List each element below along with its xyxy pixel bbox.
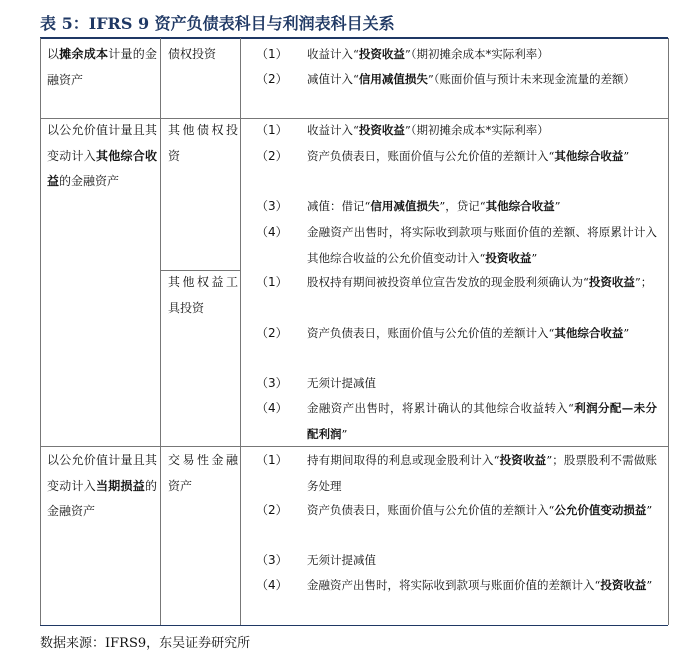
row1-item1-num: （1） <box>256 47 288 61</box>
row3-item1-desc: 股权持有期间被投资单位宣告发放的现金股利须确认为“投资收益”； <box>307 275 653 289</box>
row3-item3-num: （3） <box>256 376 288 390</box>
row3-item3-desc: 无须计提减值 <box>307 376 376 390</box>
table-border-left <box>40 38 41 625</box>
table-border-right <box>668 38 669 625</box>
table-bottom-rule <box>40 625 668 626</box>
row4-item4-num: （4） <box>256 578 288 592</box>
table-title: 表 5：IFRS 9 资产负债表科目与利润表科目关系 <box>40 14 395 33</box>
row2-item3-num: （3） <box>256 199 288 213</box>
row3-item1-num: （1） <box>256 275 288 289</box>
row4-account: 交易性金融资产 <box>168 453 238 493</box>
data-source-note: 数据来源：IFRS9，东吴证券研究所 <box>40 636 251 651</box>
row4-item3-num: （3） <box>256 553 288 567</box>
row3-account: 其他权益工具投资 <box>168 275 238 315</box>
row2-item2-desc: 资产负债表日，账面价值与公允价值的差额计入“其他综合收益” <box>307 149 630 163</box>
row4-item1-num: （1） <box>256 453 288 467</box>
row2-category: 以公允价值计量且其变动计入其他综合收益的金融资产 <box>47 123 157 188</box>
row2-item1-num: （1） <box>256 123 288 137</box>
row1-item1-desc: 收益计入“投资收益”（期初摊余成本*实际利率） <box>307 47 549 61</box>
row4-item1-desc: 持有期间取得的利息或现金股利计入“投资收益”；股票股利不需做账务处理 <box>307 453 657 493</box>
row2-item1-desc: 收益计入“投资收益”（期初摊余成本*实际利率） <box>307 123 549 137</box>
column-divider-2 <box>240 38 241 625</box>
row2-account: 其他债权投资 <box>168 123 238 163</box>
row2-item4-desc: 金融资产出售时，将实际收到款项与账面价值的差额、将原累计计入其他综合收益的公允价值变动计入“投资收益” <box>307 225 657 265</box>
row3-item4-desc: 金融资产出售时，将累计确认的其他综合收益转入“利润分配—未分配利润” <box>307 401 657 441</box>
column-divider-1 <box>160 38 161 625</box>
row3-item4-num: （4） <box>256 401 288 415</box>
row4-item2-num: （2） <box>256 503 288 517</box>
row1-item2-num: （2） <box>256 72 288 86</box>
row2-item3-desc: 减值：借记“信用减值损失”，贷记“其他综合收益” <box>307 199 561 213</box>
row4-item3-desc: 无须计提减值 <box>307 553 376 567</box>
row1-account: 债权投资 <box>168 47 217 61</box>
row2-item4-num: （4） <box>256 225 288 239</box>
row4-item4-desc: 金融资产出售时，将实际收到款项与账面价值的差额计入“投资收益” <box>307 578 653 592</box>
row2-item2-num: （2） <box>256 149 288 163</box>
row1-item2-desc: 减值计入“信用减值损失”（账面价值与预计未来现金流量的差额） <box>307 72 636 86</box>
row4-item2-desc: 资产负债表日，账面价值与公允价值的差额计入“公允价值变动损益” <box>307 503 653 517</box>
row1-category: 以摊余成本计量的金融资产 <box>47 47 157 87</box>
row3-item2-desc: 资产负债表日，账面价值与公允价值的差额计入“其他综合收益” <box>307 326 630 340</box>
table-top-rule <box>40 37 668 39</box>
row3-item2-num: （2） <box>256 326 288 340</box>
row4-category: 以公允价值计量且其变动计入当期损益的金融资产 <box>47 453 157 518</box>
